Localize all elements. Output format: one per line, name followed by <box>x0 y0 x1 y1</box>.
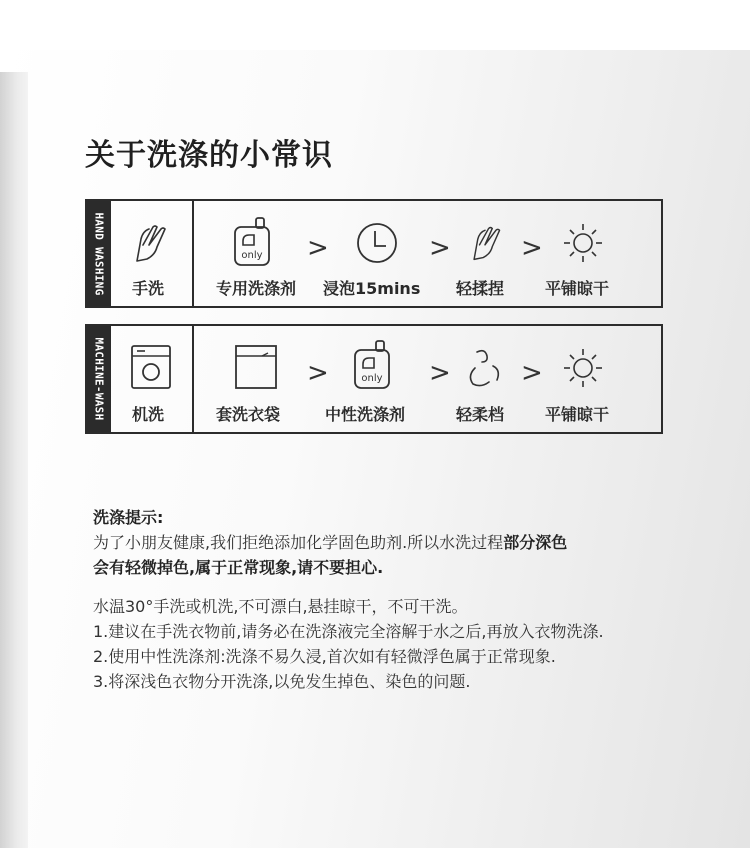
notes-para1-line2: 会有轻微掉色,属于正常现象,请不要担心. <box>93 558 384 577</box>
machine-step-4-label: 平铺晾干 <box>545 405 610 424</box>
notes-para1-bold-a: 部分深色 <box>503 533 568 552</box>
hand-wash-icon <box>127 221 171 265</box>
step-arrow: > <box>307 358 329 388</box>
notes-para1-normal: 为了小朋友健康,我们拒绝添加化学固色助剂.所以水洗过程 <box>93 533 504 552</box>
hand-wash-method-label: 手洗 <box>132 279 165 298</box>
notes-item-1: 1.建议在手洗衣物前,请务必在洗涤液完全溶解于水之后,再放入衣物洗涤. <box>93 622 604 641</box>
step-arrow: > <box>429 358 451 388</box>
hand-wash-side-label <box>87 201 111 306</box>
hand-step-3-label: 轻揉捏 <box>456 279 505 298</box>
machine-wash-side-text: MACHINE-WASH <box>92 337 106 421</box>
gentle-cycle-icon <box>463 346 507 390</box>
washing-notes <box>93 505 604 694</box>
detergent-bottle-icon <box>232 215 272 267</box>
laundry-bag-icon <box>234 344 278 390</box>
clock-icon <box>355 221 399 265</box>
step-arrow: > <box>521 233 543 263</box>
detergent-only-text: only <box>241 250 263 261</box>
gentle-knead-icon <box>465 221 505 265</box>
step-arrow: > <box>429 233 451 263</box>
hand-step-4-label: 平铺晾干 <box>545 279 610 298</box>
notes-para1-line1 <box>93 530 604 555</box>
machine-step-3-label: 轻柔档 <box>456 405 505 424</box>
left-edge-strip <box>0 72 28 848</box>
notes-item-2: 2.使用中性洗涤剂:洗涤不易久浸,首次如有轻微浮色属于正常现象. <box>93 647 556 666</box>
notes-item-3: 3.将深浅色衣物分开洗涤,以免发生掉色、染色的问题. <box>93 672 471 691</box>
machine-step-2-label: 中性洗涤剂 <box>325 405 406 424</box>
sun-dry-flat-icon <box>561 221 605 265</box>
sun-dry-flat-icon <box>561 346 605 390</box>
hand-step-2-label: 浸泡15mins <box>323 279 421 298</box>
hand-wash-side-text: HAND WASHING <box>92 211 106 296</box>
machine-step-1-label: 套洗衣袋 <box>216 405 281 424</box>
notes-temperature: 水温30°手洗或机洗,不可漂白,悬挂晾干，不可干洗。 <box>93 597 468 616</box>
hand-wash-panel <box>85 199 663 308</box>
machine-wash-side-label <box>87 326 111 432</box>
page-title: 关于洗涤的小常识 <box>85 138 333 173</box>
step-arrow: > <box>521 358 543 388</box>
neutral-only-text: only <box>361 373 383 384</box>
notes-heading: 洗涤提示: <box>93 508 164 527</box>
machine-wash-method-label: 机洗 <box>132 405 165 424</box>
machine-wash-panel <box>85 324 663 434</box>
step-arrow: > <box>307 233 329 263</box>
neutral-detergent-icon <box>352 338 392 390</box>
notes-spacer <box>93 580 604 594</box>
washing-machine-icon <box>130 344 172 390</box>
hand-step-1-label: 专用洗涤剂 <box>216 279 297 298</box>
machine-wash-divider <box>192 326 194 432</box>
hand-wash-divider <box>192 201 194 306</box>
